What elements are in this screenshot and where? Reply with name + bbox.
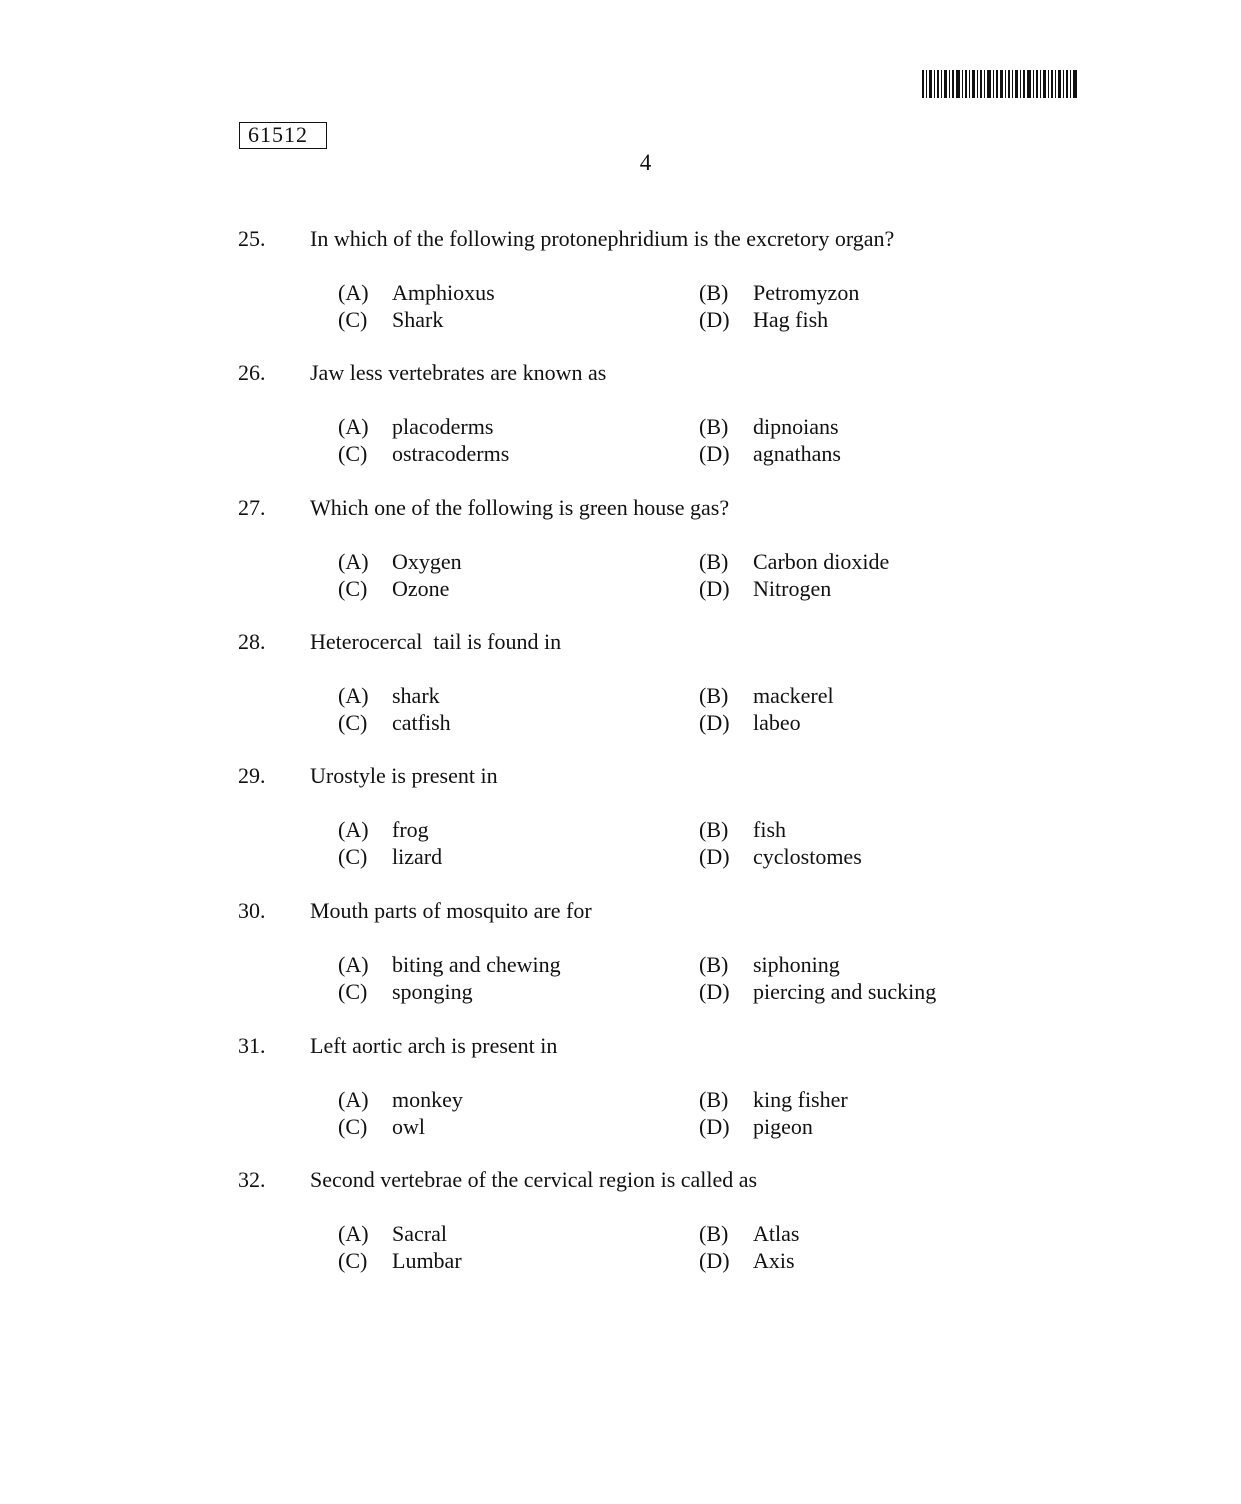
option-label: (B) <box>699 414 729 439</box>
option-b <box>699 817 786 843</box>
option-label: (A) <box>338 817 369 842</box>
option-b <box>699 952 840 978</box>
option-a <box>338 414 493 440</box>
option-text: Petromyzon <box>753 280 860 305</box>
option-text: Nitrogen <box>753 576 832 601</box>
option-text: king fisher <box>753 1087 848 1112</box>
option-label: (A) <box>338 280 369 305</box>
option-label: (C) <box>338 307 368 332</box>
option-text: mackerel <box>753 683 834 708</box>
question-number: 26. <box>238 360 266 385</box>
question-text: Which one of the following is green house gas? <box>310 495 730 520</box>
option-label: (C) <box>338 576 368 601</box>
option-label: (A) <box>338 549 369 574</box>
option-d <box>699 979 936 1005</box>
option-label: (B) <box>699 683 729 708</box>
option-b <box>699 683 834 709</box>
option-text: agnathans <box>753 441 841 466</box>
option-b <box>699 414 839 440</box>
option-text: dipnoians <box>753 414 839 439</box>
option-text: Shark <box>392 307 444 332</box>
question-number: 29. <box>238 763 266 788</box>
question-text: Urostyle is present in <box>310 763 498 788</box>
option-text: owl <box>392 1114 425 1139</box>
option-d <box>699 441 841 467</box>
option-text: Oxygen <box>392 549 462 574</box>
option-text: Lumbar <box>392 1248 462 1273</box>
option-d <box>699 710 801 736</box>
option-text: Hag fish <box>753 307 829 332</box>
option-label: (C) <box>338 1248 368 1273</box>
option-a <box>338 549 462 575</box>
option-text: placoderms <box>392 414 494 439</box>
question-number: 32. <box>238 1167 266 1192</box>
option-d <box>699 307 828 333</box>
option-label: (D) <box>699 1248 730 1273</box>
question-25 <box>0 226 1241 346</box>
option-label: (B) <box>699 280 729 305</box>
question-text: Jaw less vertebrates are known as <box>310 360 607 385</box>
option-text: piercing and sucking <box>753 979 937 1004</box>
question-31 <box>0 1033 1241 1153</box>
option-text: siphoning <box>753 952 840 977</box>
option-label: (C) <box>338 979 368 1004</box>
option-d <box>699 1248 795 1274</box>
option-label: (D) <box>699 1114 730 1139</box>
option-text: frog <box>392 817 429 842</box>
option-text: pigeon <box>753 1114 813 1139</box>
option-text: cyclostomes <box>753 844 862 869</box>
question-26 <box>0 360 1241 480</box>
option-a <box>338 952 561 978</box>
option-label: (C) <box>338 441 368 466</box>
option-label: (B) <box>699 1221 729 1246</box>
option-text: Carbon dioxide <box>753 549 890 574</box>
option-label: (D) <box>699 979 730 1004</box>
option-label: (A) <box>338 952 369 977</box>
option-c <box>338 844 442 870</box>
page-number: 4 <box>639 150 652 175</box>
option-label: (D) <box>699 710 730 735</box>
option-a <box>338 683 440 709</box>
option-text: labeo <box>753 710 801 735</box>
option-c <box>338 307 443 333</box>
option-text: Atlas <box>753 1221 800 1246</box>
option-c <box>338 1248 462 1274</box>
option-label: (D) <box>699 844 730 869</box>
option-text: sponging <box>392 979 473 1004</box>
question-text: Mouth parts of mosquito are for <box>310 898 592 923</box>
question-29 <box>0 763 1241 883</box>
option-text: ostracoderms <box>392 441 510 466</box>
option-text: fish <box>753 817 786 842</box>
option-label: (D) <box>699 576 730 601</box>
option-label: (A) <box>338 1221 369 1246</box>
option-label: (C) <box>338 1114 368 1139</box>
option-label: (B) <box>699 952 729 977</box>
option-d <box>699 576 831 602</box>
question-number: 27. <box>238 495 266 520</box>
question-number: 25. <box>238 226 266 251</box>
option-a <box>338 280 495 306</box>
option-label: (B) <box>699 817 729 842</box>
option-text: biting and chewing <box>392 952 561 977</box>
option-label: (C) <box>338 710 368 735</box>
question-text: Left aortic arch is present in <box>310 1033 558 1058</box>
option-label: (A) <box>338 683 369 708</box>
question-text: Heterocercal tail is found in <box>310 629 562 654</box>
option-label: (C) <box>338 844 368 869</box>
question-30 <box>0 898 1241 1018</box>
option-c <box>338 710 451 736</box>
option-b <box>699 1221 799 1247</box>
option-label: (B) <box>699 549 729 574</box>
option-d <box>699 1114 813 1140</box>
question-number: 30. <box>238 898 266 923</box>
option-c <box>338 1114 425 1140</box>
option-b <box>699 1087 848 1113</box>
option-c <box>338 441 509 467</box>
option-c <box>338 576 449 602</box>
option-a <box>338 817 429 843</box>
option-a <box>338 1087 463 1113</box>
option-a <box>338 1221 447 1247</box>
question-number: 31. <box>238 1033 266 1058</box>
question-27 <box>0 495 1241 615</box>
option-label: (A) <box>338 414 369 439</box>
question-text: In which of the following protonephridium is the excretory organ? <box>310 226 895 251</box>
question-32 <box>0 1167 1241 1287</box>
option-text: catfish <box>392 710 451 735</box>
option-label: (A) <box>338 1087 369 1112</box>
option-label: (D) <box>699 441 730 466</box>
paper-code: 61512 <box>239 122 327 149</box>
option-label: (B) <box>699 1087 729 1112</box>
question-text: Second vertebrae of the cervical region is called as <box>310 1167 758 1192</box>
question-28 <box>0 629 1241 749</box>
option-text: monkey <box>392 1087 463 1112</box>
option-label: (D) <box>699 307 730 332</box>
option-b <box>699 280 859 306</box>
option-c <box>338 979 473 1005</box>
option-text: Axis <box>753 1248 795 1273</box>
option-text: shark <box>392 683 440 708</box>
option-b <box>699 549 889 575</box>
option-d <box>699 844 862 870</box>
option-text: Sacral <box>392 1221 447 1246</box>
option-text: Amphioxus <box>392 280 495 305</box>
option-text: lizard <box>392 844 443 869</box>
question-number: 28. <box>238 629 266 654</box>
option-text: Ozone <box>392 576 450 601</box>
